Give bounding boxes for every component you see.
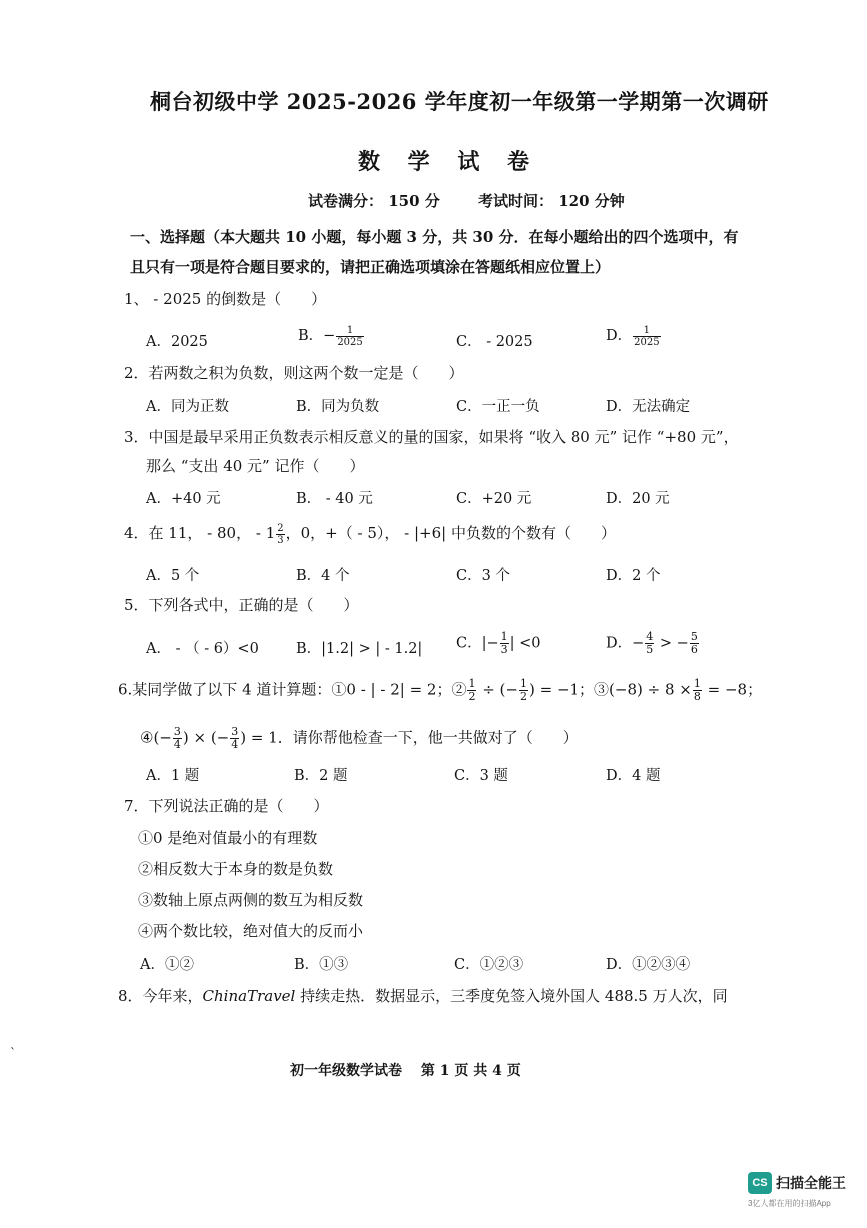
full-score: 试卷满分： 150 分 bbox=[308, 192, 440, 210]
q6-option-c: C．3 题 bbox=[454, 768, 508, 784]
q1-option-b: B．− $\frac{1}{2025}$ bbox=[298, 324, 363, 348]
page-footer: 初一年级数学试卷 第 1 页 共 4 页 bbox=[290, 1063, 521, 1079]
q3-option-b: B． - 40 元 bbox=[296, 491, 373, 507]
exam-title: 桐台初级中学 2025-2026 学年度初一年级第一学期第一次调研 bbox=[150, 89, 769, 114]
section-header-line2: 且只有一项是符合题目要求的，请把正确选项填涂在答题纸相应位置上） bbox=[130, 258, 611, 276]
subject-title: 数 学 试 卷 bbox=[358, 149, 539, 175]
scanner-watermark bbox=[748, 1170, 863, 1220]
question-7-stem: 7．下列说法正确的是（ ） bbox=[124, 797, 329, 815]
q3-option-c: C．+20 元 bbox=[456, 491, 532, 507]
q7-statement-2: ②相反数大于本身的数是负数 bbox=[138, 860, 334, 878]
watermark-subtitle: 3亿人都在用的扫描App bbox=[748, 1199, 831, 1208]
q4-option-b: B．4 个 bbox=[296, 568, 350, 584]
q1-option-d: D． $\frac{1}{2025}$ bbox=[606, 324, 660, 348]
q7-option-a: A．①② bbox=[140, 957, 194, 973]
q5-option-c: C．|− $\frac{1}{3}$ | <0 bbox=[456, 630, 541, 656]
q7-option-c: C．①②③ bbox=[454, 957, 524, 973]
q4-option-c: C．3 个 bbox=[456, 568, 510, 584]
section-header-line1: 一、选择题（本大题共 10 小题，每小题 3 分，共 30 分．在每小题给出的四个选项中，有 bbox=[130, 228, 739, 246]
q4-option-a: A．5 个 bbox=[146, 568, 200, 584]
question-5-stem: 5．下列各式中，正确的是（ ） bbox=[124, 596, 359, 614]
q3-option-a: A．+40 元 bbox=[146, 491, 221, 507]
exam-time: 考试时间： 120 分钟 bbox=[478, 192, 625, 210]
question-6-line1: 6.某同学做了以下 4 道计算题：①0 - | - 2| = 2；② $\frac{1}{2}$ ÷ (− $\frac{1}{2}$ ) = −1；③(−8) ÷ 8 × $\frac{1}{8}$ = −8； bbox=[118, 677, 763, 703]
question-2-stem: 2．若两数之积为负数，则这两个数一定是（ ） bbox=[124, 364, 464, 382]
q6-option-b: B．2 题 bbox=[294, 768, 348, 784]
question-4-stem: 4．在 11， - 80， - 1 $\frac{2}{3}$ ，0，+（ - 5）， - |+6| 中负数的个数有（ ） bbox=[124, 522, 616, 546]
q1-option-c: C． - 2025 bbox=[456, 334, 533, 350]
q7-option-d: D．①②③④ bbox=[606, 957, 691, 973]
camscanner-logo-icon: CS bbox=[748, 1172, 772, 1194]
question-1-stem: 1、 - 2025 的倒数是（ ） bbox=[124, 290, 327, 308]
question-3-stem-line1: 3．中国是最早采用正负数表示相反意义的量的国家，如果将 “收入 80 元” 记作 “+80 元”， bbox=[124, 428, 739, 446]
q6-option-d: D．4 题 bbox=[606, 768, 661, 784]
q2-option-b: B．同为负数 bbox=[296, 399, 380, 415]
stray-mark: ` bbox=[10, 1046, 16, 1060]
q3-option-d: D．20 元 bbox=[606, 491, 670, 507]
q5-option-b: B．|1.2| > | - 1.2| bbox=[296, 641, 423, 657]
q7-statement-1: ①0 是绝对值最小的有理数 bbox=[138, 829, 318, 847]
q7-option-b: B．①③ bbox=[294, 957, 349, 973]
q2-option-c: C．一正一负 bbox=[456, 399, 540, 415]
q5-option-a: A． - （ - 6）<0 bbox=[146, 641, 259, 657]
q6-option-a: A．1 题 bbox=[146, 768, 200, 784]
q7-statement-4: ④两个数比较，绝对值大的反而小 bbox=[138, 922, 364, 940]
q2-option-a: A．同为正数 bbox=[146, 399, 229, 415]
q1-option-a: A．2025 bbox=[146, 334, 208, 350]
question-8-stem: 8．今年来，ChinaTravel 持续走热．数据显示，三季度免签入境外国人 488.5 万人次，同 bbox=[118, 987, 728, 1005]
q4-option-d: D．2 个 bbox=[606, 568, 661, 584]
q5-option-d: D．− $\frac{4}{5}$ > − $\frac{5}{6}$ bbox=[606, 630, 698, 656]
q7-statement-3: ③数轴上原点两侧的数互为相反数 bbox=[138, 891, 364, 909]
q2-option-d: D．无法确定 bbox=[606, 399, 691, 415]
watermark-name: 扫描全能王 bbox=[776, 1175, 846, 1191]
question-3-stem-line2: 那么 “支出 40 元” 记作（ ） bbox=[146, 457, 365, 475]
question-6-line2: ④(− $\frac{3}{4}$ ) × (− $\frac{3}{4}$ ) = 1．请你帮他检查一下，他一共做对了（ ） bbox=[140, 725, 578, 751]
